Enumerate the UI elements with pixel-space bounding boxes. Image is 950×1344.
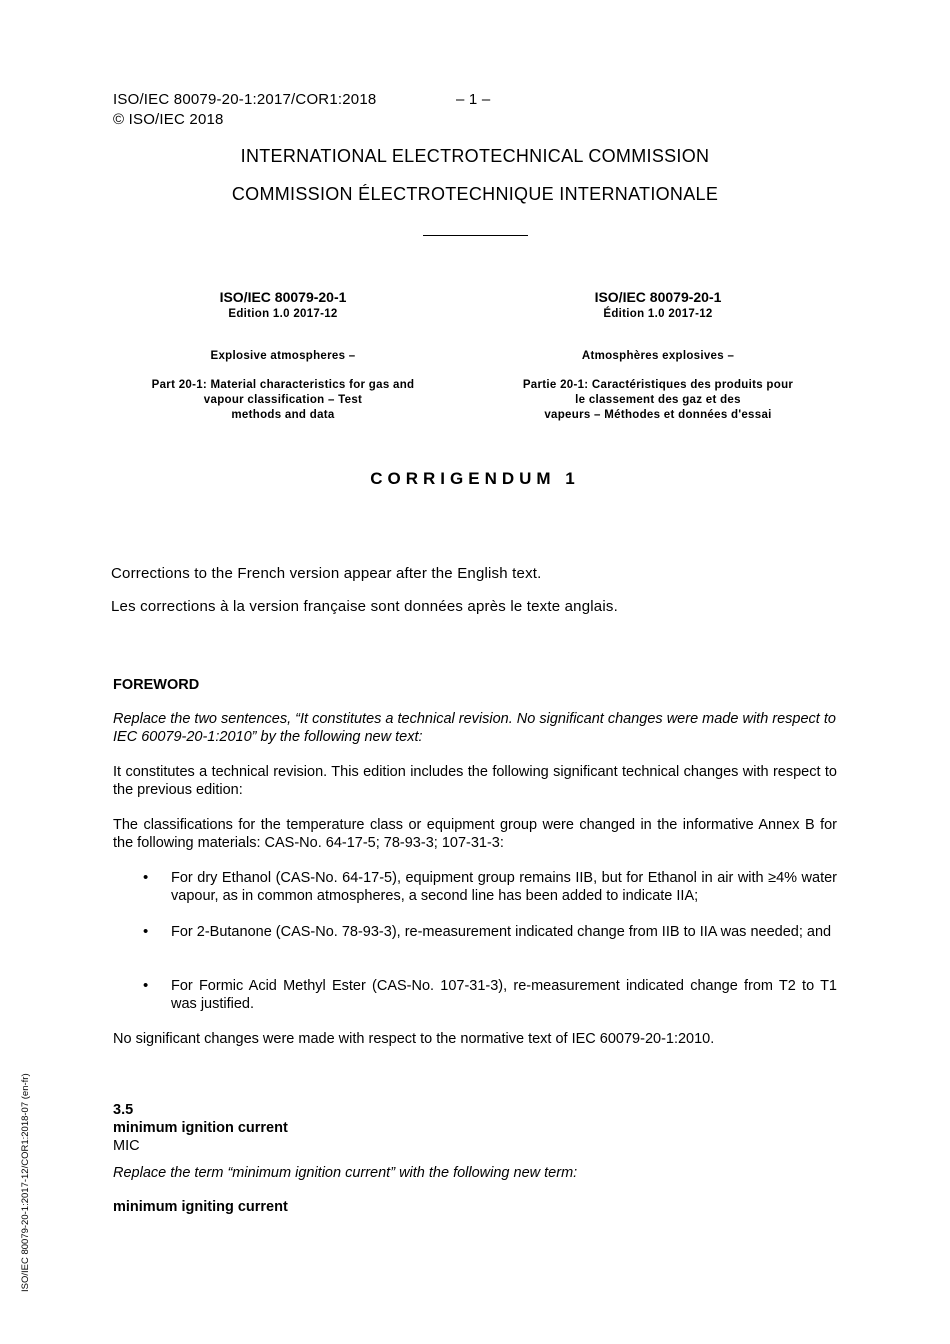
list-item: For dry Ethanol (CAS-No. 64-17-5), equipment group remains IIB, but for Ethanol in air with ≥4% water vapour, as in common atmospheres, a second line has been added to indicate IIA; — [171, 870, 837, 904]
commission-name-french: COMMISSION ÉLECTROTECHNIQUE INTERNATIONALE — [231, 184, 719, 204]
part-title-line: methods and data — [231, 409, 335, 421]
standard-subject: Explosive atmospheres – — [210, 350, 356, 362]
list-item: For 2-Butanone (CAS-No. 78-93-3), re-measurement indicated change from IIB to IIA was needed; and — [171, 924, 832, 940]
edition-info: Édition 1.0 2017-12 — [603, 308, 713, 320]
edition-info: Edition 1.0 2017-12 — [228, 308, 338, 320]
part-title-line: le classement des gaz et des — [575, 394, 741, 406]
clause-instruction: Replace the term “minimum ignition current” with the following new term: — [113, 1165, 578, 1181]
corrigendum-title: CORRIGENDUM 1 — [370, 469, 580, 488]
part-title-line: Partie 20-1: Caractéristiques des produits pour — [522, 379, 794, 391]
part-title-line: vapour classification – Test — [203, 394, 363, 406]
bullet-marker: • — [143, 869, 149, 886]
foreword-heading: FOREWORD — [113, 677, 200, 693]
document-reference: ISO/IEC 80079-20-1:2017/COR1:2018 — [113, 91, 377, 108]
foreword-paragraph: The classifications for the temperature class or equipment group were changed in the informative Annex B for the following materials: CAS-No. 64-17-5; 78-93-3; 107-31-3: — [113, 817, 837, 851]
standard-number: ISO/IEC 80079-20-1 — [594, 289, 722, 305]
part-title-line: Part 20-1: Material characteristics for gas and — [151, 379, 415, 391]
part-title-line: vapeurs – Méthodes et données d'essai — [544, 409, 772, 421]
foreword-paragraph: It constitutes a technical revision. This edition includes the following significant technical changes with respect to the previous edition: — [113, 764, 837, 798]
side-document-reference: ISO/IEC 80079-20-1:2017-12/COR1:2018-07 (en-fr) — [20, 1073, 31, 1292]
bullet-marker: • — [143, 977, 149, 994]
standard-number: ISO/IEC 80079-20-1 — [219, 289, 347, 305]
clause-number: 3.5 — [113, 1102, 134, 1118]
list-item: For Formic Acid Methyl Ester (CAS-No. 107-31-3), re-measurement indicated change from T2 to T1 was justified. — [171, 978, 837, 1012]
foreword-paragraph: No significant changes were made with respect to the normative text of IEC 60079-20-1:2010. — [113, 1031, 715, 1047]
english-standard-block — [113, 289, 453, 423]
foreword-instruction: Replace the two sentences, “It constitutes a technical revision. No significant changes were made with respect to IEC 60079-20-1:2010” by the following new text: — [113, 711, 836, 745]
commission-name-english: INTERNATIONAL ELECTROTECHNICAL COMMISSION — [240, 146, 710, 166]
page-number: – 1 – — [456, 91, 491, 108]
standard-subject: Atmosphères explosives – — [581, 350, 735, 362]
clause-term: minimum ignition current — [113, 1120, 288, 1136]
new-term: minimum igniting current — [113, 1199, 288, 1215]
french-standard-block — [488, 289, 828, 423]
intro-french: Les corrections à la version française sont données après le texte anglais. — [111, 598, 618, 615]
clause-abbreviation: MIC — [113, 1138, 140, 1154]
copyright-notice: © ISO/IEC 2018 — [113, 111, 224, 128]
bullet-marker: • — [143, 923, 149, 940]
intro-english: Corrections to the French version appear after the English text. — [111, 565, 542, 582]
title-divider — [423, 235, 528, 236]
